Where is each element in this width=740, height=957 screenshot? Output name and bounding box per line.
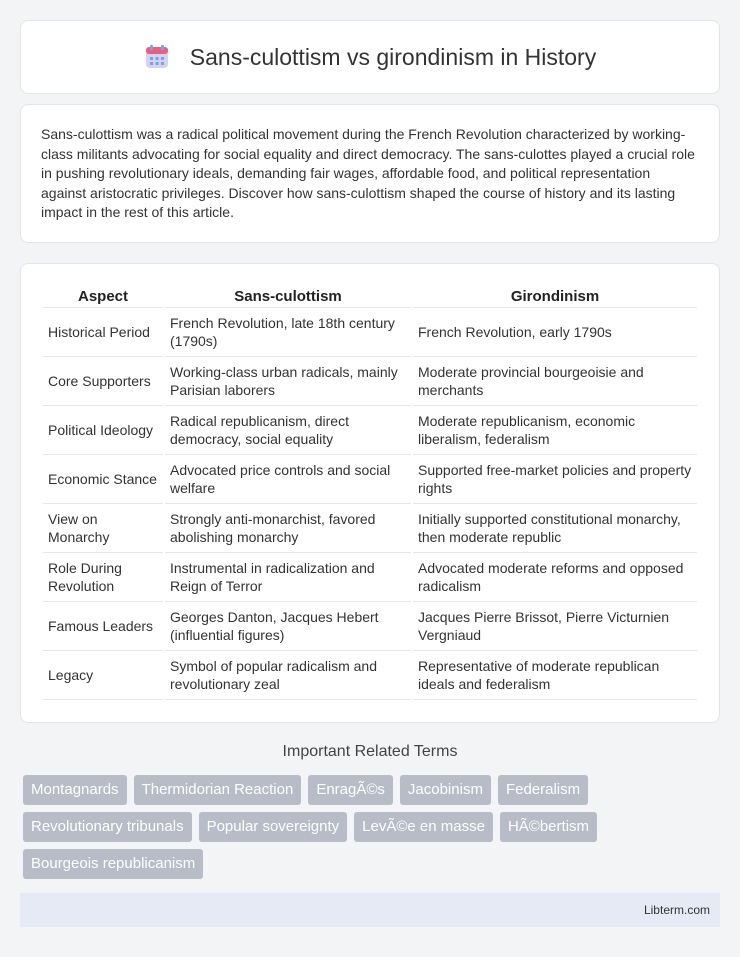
footer	[20, 893, 720, 927]
table-row	[43, 357, 697, 406]
related-term-tag[interactable]: LevÃ©e en masse	[354, 812, 493, 842]
related-term-tag[interactable]: EnragÃ©s	[308, 775, 393, 805]
sans-culottism-cell: Strongly anti-monarchist, favored abolishing monarchy	[165, 504, 411, 553]
sans-culottism-cell: Symbol of popular radicalism and revolutionary zeal	[165, 651, 411, 700]
intro-card	[20, 104, 720, 243]
table-row	[43, 651, 697, 700]
table-header-row	[43, 284, 697, 308]
aspect-cell: View on Monarchy	[43, 504, 163, 553]
table-row	[43, 406, 697, 455]
sans-culottism-cell: French Revolution, late 18th century (1790s)	[165, 308, 411, 357]
footer-site-link[interactable]: Libterm.com	[643, 903, 710, 917]
aspect-cell: Historical Period	[43, 308, 163, 357]
girondinism-cell: French Revolution, early 1790s	[413, 308, 697, 357]
girondinism-cell: Initially supported constitutional monarchy, then moderate republic	[413, 504, 697, 553]
header-aspect: Aspect	[43, 284, 163, 308]
intro-text: Sans-culottism was a radical political movement during the French Revolution characterized by working-class militants advocating for social equality and direct democracy. The sans-culottes played a crucial role in pushing revolutionary ideals, demanding fair wages, affordable food, and political representation against aristocratic privileges. Discover how sans-culottism shaped the course of history and its lasting impact in the rest of this article.	[41, 126, 695, 220]
table-row	[43, 602, 697, 651]
girondinism-cell: Supported free-market policies and property rights	[413, 455, 697, 504]
sans-culottism-cell: Advocated price controls and social welfare	[165, 455, 411, 504]
calendar-icon	[144, 44, 170, 70]
table-row	[43, 504, 697, 553]
related-term-tag[interactable]: Thermidorian Reaction	[134, 775, 302, 805]
sans-culottism-cell: Instrumental in radicalization and Reign of Terror	[165, 553, 411, 602]
related-terms-heading: Important Related Terms	[282, 743, 458, 760]
sans-culottism-cell: Working-class urban radicals, mainly Parisian laborers	[165, 357, 411, 406]
aspect-cell: Economic Stance	[43, 455, 163, 504]
related-term-tag[interactable]: Jacobinism	[400, 775, 491, 805]
aspect-cell: Legacy	[43, 651, 163, 700]
girondinism-cell: Moderate republicanism, economic liberalism, federalism	[413, 406, 697, 455]
related-term-tag[interactable]: Popular sovereignty	[199, 812, 348, 842]
table-row	[43, 553, 697, 602]
header-girondinism: Girondinism	[413, 284, 697, 308]
table-row	[43, 455, 697, 504]
header-sans-culottism: Sans-culottism	[165, 284, 411, 308]
related-term-tag[interactable]: Bourgeois republicanism	[23, 849, 203, 879]
related-term-tag[interactable]: Revolutionary tribunals	[23, 812, 192, 842]
girondinism-cell: Representative of moderate republican ideals and federalism	[413, 651, 697, 700]
aspect-cell: Role During Revolution	[43, 553, 163, 602]
related-term-tag[interactable]: Montagnards	[23, 775, 127, 805]
girondinism-cell: Advocated moderate reforms and opposed radicalism	[413, 553, 697, 602]
aspect-cell: Core Supporters	[43, 357, 163, 406]
girondinism-cell: Moderate provincial bourgeoisie and merchants	[413, 357, 697, 406]
related-terms-list	[23, 775, 723, 886]
related-term-tag[interactable]: Federalism	[498, 775, 588, 805]
comparison-table	[41, 284, 699, 700]
sans-culottism-cell: Radical republicanism, direct democracy, social equality	[165, 406, 411, 455]
aspect-cell: Famous Leaders	[43, 602, 163, 651]
comparison-table-card	[20, 263, 720, 723]
related-term-tag[interactable]: HÃ©bertism	[500, 812, 597, 842]
girondinism-cell: Jacques Pierre Brissot, Pierre Victurnien Vergniaud	[413, 602, 697, 651]
table-row	[43, 308, 697, 357]
sans-culottism-cell: Georges Danton, Jacques Hebert (influential figures)	[165, 602, 411, 651]
aspect-cell: Political Ideology	[43, 406, 163, 455]
page-title: Sans-culottism vs girondinism in History	[189, 43, 597, 70]
title-card	[20, 20, 720, 94]
